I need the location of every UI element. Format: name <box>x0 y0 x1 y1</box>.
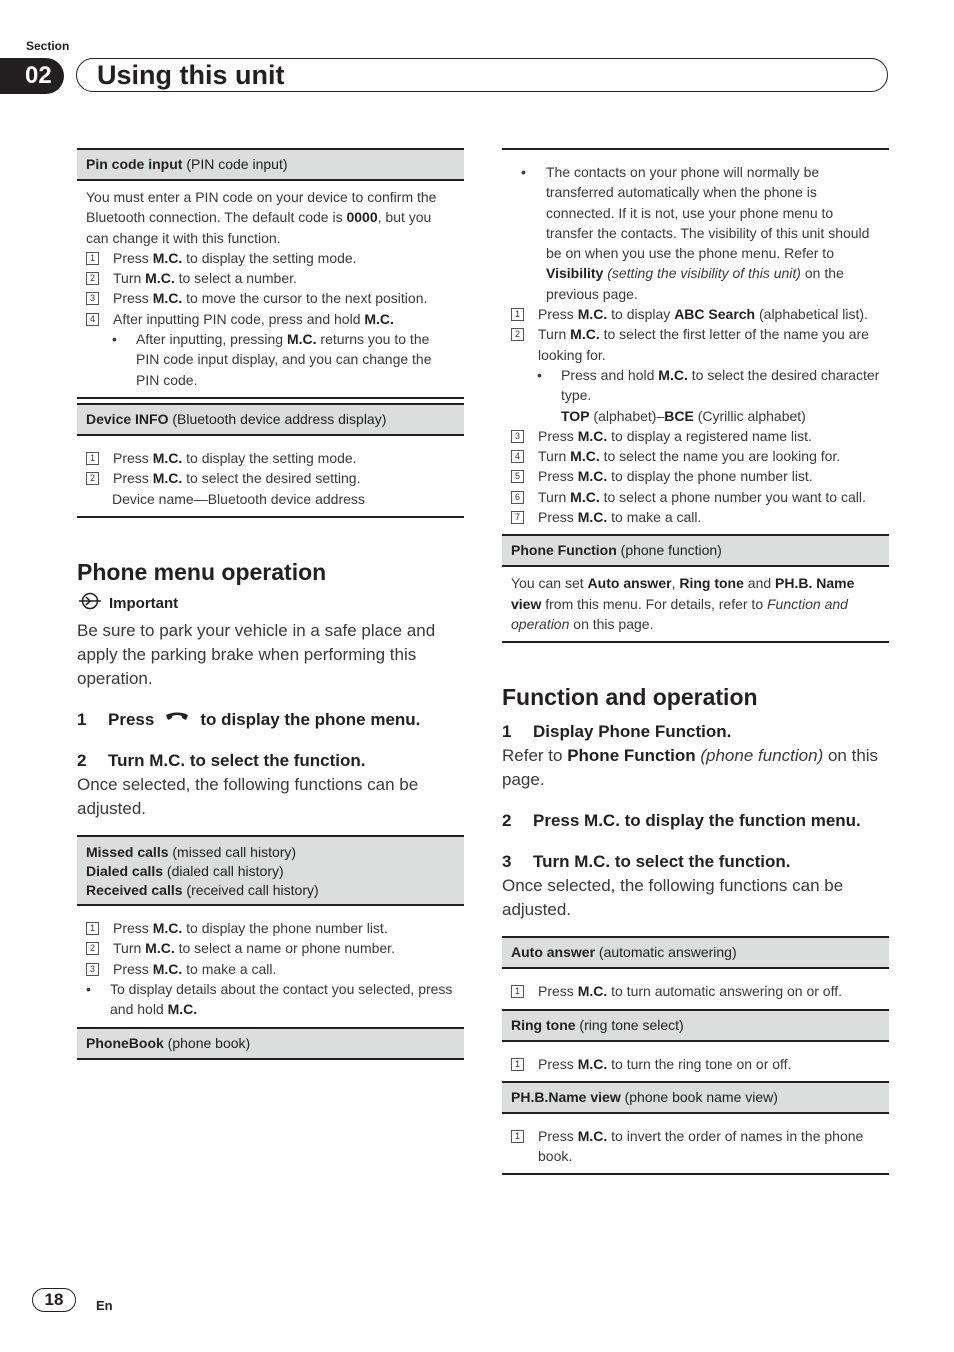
important-text: Be sure to park your vehicle in a safe place and apply the parking brake when performing this operation. <box>77 621 436 689</box>
list-item: 1 Press M.C. to turn automatic answering on or off. <box>511 981 880 1001</box>
important-note: Important <box>77 592 464 616</box>
list-item: 1 Press M.C. to invert the order of names in the phone book. <box>511 1126 880 1167</box>
left-column <box>77 148 464 1060</box>
list-item: 1 Press M.C. to display the phone number list. <box>86 918 455 938</box>
pin-code-box <box>77 148 464 399</box>
phone-menu-heading: Phone menu operation <box>77 558 327 585</box>
list-item: 2 Press M.C. to select the desired setting. <box>86 468 455 488</box>
list-item: 1 Press M.C. to turn the ring tone on or off. <box>511 1054 880 1074</box>
phb-name-view-header: PH.B.Name view (phone book name view) <box>502 1083 889 1114</box>
right-column <box>502 148 889 1175</box>
phb-name-view-box <box>502 1083 889 1176</box>
phone-function-text: You can set Auto answer, Ring tone and PH.B. Name view from this menu. For details, refer to Function and operation on this page. <box>511 575 855 632</box>
ring-tone-header: Ring tone (ring tone select) <box>502 1011 889 1042</box>
phone-icon <box>154 708 200 732</box>
step-2-text: Once selected, the following functions can be adjusted. <box>77 775 419 819</box>
section-label: Section <box>26 39 70 53</box>
phonebook-box <box>77 1029 464 1060</box>
list-item: 3 Press M.C. to make a call. <box>86 959 455 979</box>
device-info-extra: Device name—Bluetooth device address <box>112 490 365 507</box>
pin-code-intro: You must enter a PIN code on your device to confirm the Bluetooth connection. The default code is 0000, but you can change it with this function. <box>86 189 437 246</box>
step-3-heading: 3 Turn M.C. to select the function. <box>502 852 791 872</box>
auto-answer-box <box>502 936 889 1010</box>
list-item: 2 Turn M.C. to select a name or phone number. <box>86 938 455 958</box>
list-item: 3 Press M.C. to display a registered name list. <box>511 426 880 446</box>
list-item: 1 Press M.C. to display the setting mode. <box>86 448 455 468</box>
bullet-item: • After inputting, pressing M.C. returns you to the PIN code input display, and you can change the PIN code. <box>112 331 432 388</box>
list-item: 3 Press M.C. to move the cursor to the next position. <box>86 288 455 308</box>
list-item: 5 Press M.C. to display the phone number list. <box>511 466 880 486</box>
step-1-heading: 1 Display Phone Function. <box>502 722 732 742</box>
section-number: 02 <box>0 58 64 94</box>
bullet-item: • Press and hold M.C. to select the desired character type. <box>537 366 880 404</box>
step-2-heading: 2 Press M.C. to display the function menu. <box>502 811 861 831</box>
list-item: 6 Turn M.C. to select a phone number you want to call. <box>511 487 880 507</box>
auto-answer-header: Auto answer (automatic answering) <box>502 938 889 969</box>
call-history-box <box>77 835 464 1028</box>
step-1-text: Refer to Phone Function (phone function) on this page. <box>502 746 879 790</box>
language-label: En <box>96 1298 113 1313</box>
device-info-header: Device INFO (Bluetooth device address display) <box>77 403 464 436</box>
character-type-options: TOP (alphabet)–BCE (Cyrillic alphabet) <box>561 407 806 424</box>
step-1-heading: 1 Press to display the phone menu. <box>77 708 464 732</box>
list-item: 1 Press M.C. to display the setting mode. <box>86 248 455 268</box>
bullet-item: • To display details about the contact you selected, press and hold M.C. <box>86 981 453 1018</box>
phone-function-header: Phone Function (phone function) <box>502 536 889 567</box>
phonebook-header: PhoneBook (phone book) <box>77 1029 464 1058</box>
list-item: 4 Turn M.C. to select the name you are looking for. <box>511 446 880 466</box>
section-title: Using this unit <box>97 60 285 90</box>
list-item: 2 Turn M.C. to select the first letter of the name you are looking for. <box>511 324 880 365</box>
ring-tone-box <box>502 1011 889 1083</box>
function-operation-heading: Function and operation <box>502 684 758 711</box>
list-item: 1 Press M.C. to display ABC Search (alphabetical list). <box>511 304 880 324</box>
list-item: 7 Press M.C. to make a call. <box>511 507 880 527</box>
bullet-item: • The contacts on your phone will normally be transferred automatically when the phone is connected. If it is not, use your phone menu to transfer the contacts. The visibility of this unit should be on when you use the phone menu. Refer to Visibility (setting the visibility of this unit) on the previous page. <box>521 164 870 302</box>
phone-function-box <box>502 534 889 643</box>
pin-code-header: Pin code input (PIN code input) <box>77 150 464 181</box>
contacts-box <box>502 148 889 534</box>
list-item: 2 Turn M.C. to select a number. <box>86 268 455 288</box>
list-item: 4 After inputting PIN code, press and hold M.C. <box>86 309 455 329</box>
call-history-header: Missed calls (missed call history) Dialed calls (dialed call history) Received calls (received call history) <box>77 837 464 906</box>
step-2-heading: 2 Turn M.C. to select the function. <box>77 751 366 771</box>
device-info-box <box>77 403 464 518</box>
page-number: 18 <box>32 1288 76 1312</box>
step-3-text: Once selected, the following functions can be adjusted. <box>502 876 844 920</box>
important-icon <box>77 592 109 616</box>
